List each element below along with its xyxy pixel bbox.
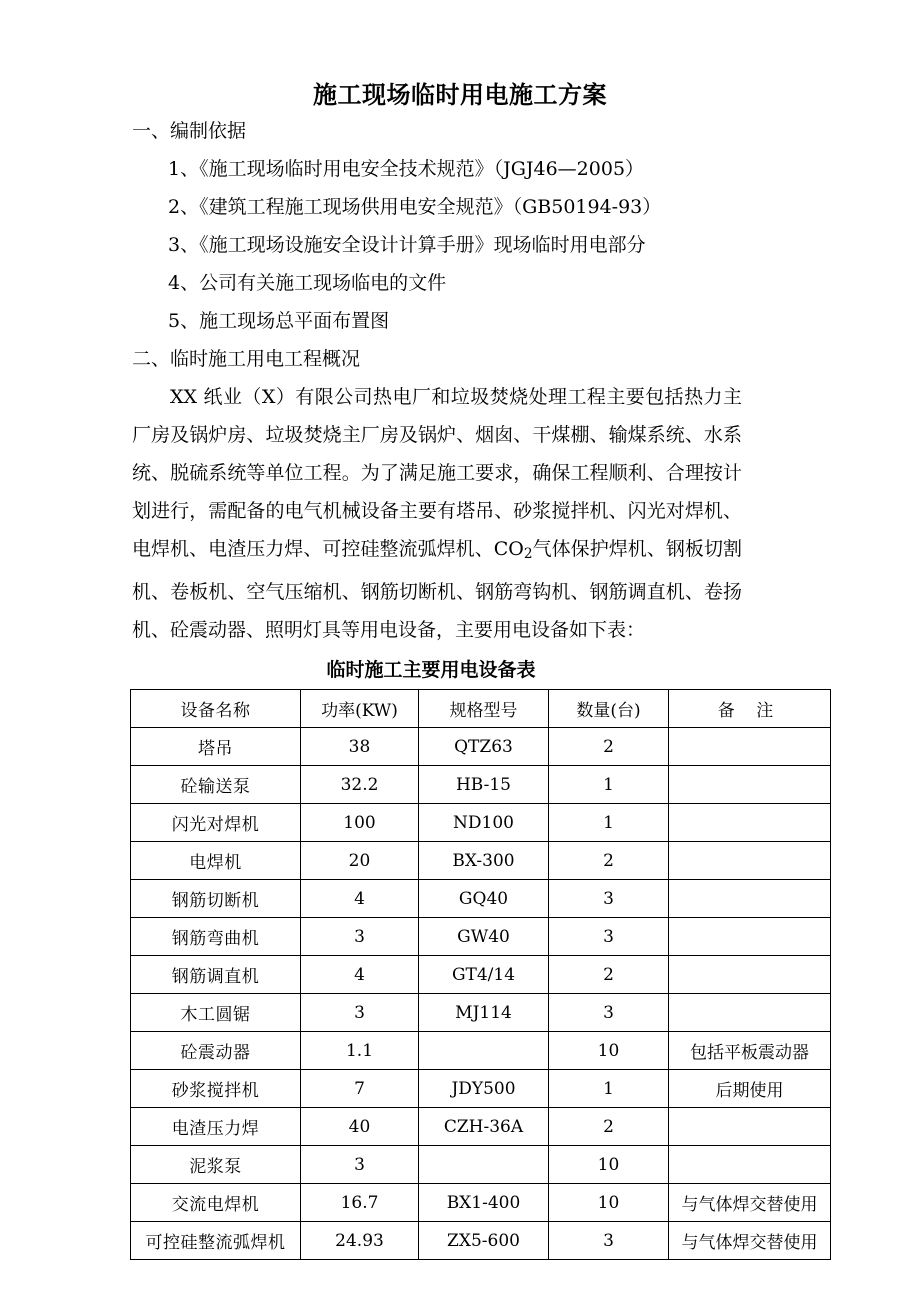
cell-power: 20 [301, 842, 419, 880]
cell-quantity: 3 [549, 1222, 669, 1260]
table-row [131, 880, 831, 918]
table-row [131, 842, 831, 880]
basis-item-2: 2、《建筑工程施工现场供用电安全规范》（GB50194-93） [168, 196, 662, 218]
table-row [131, 956, 831, 994]
cell-power: 3 [301, 1146, 419, 1184]
equipment-table [130, 689, 831, 1260]
cell-equipment-name: 泥浆泵 [131, 1146, 301, 1184]
cell-power: 16.7 [301, 1184, 419, 1222]
cell-remark [669, 766, 831, 804]
basis-item-4: 4、公司有关施工现场临电的文件 [168, 272, 447, 294]
cell-power: 38 [301, 728, 419, 766]
column-header-model: 规格型号 [419, 690, 549, 728]
cell-quantity: 2 [549, 728, 669, 766]
cell-quantity: 1 [549, 804, 669, 842]
cell-power: 32.2 [301, 766, 419, 804]
cell-power: 3 [301, 994, 419, 1032]
cell-remark [669, 1108, 831, 1146]
cell-remark: 后期使用 [669, 1070, 831, 1108]
cell-model: ZX5-600 [419, 1222, 549, 1260]
cell-model: CZH-36A [419, 1108, 549, 1146]
cell-equipment-name: 砼输送泵 [131, 766, 301, 804]
overview-text-part-1: XX 纸业（X）有限公司热电厂和垃圾焚烧处理工程主要包括热力主厂房及锅炉房、垃圾焚烧主厂房及锅炉、烟囱、干煤棚、输煤系统、水系统、脱硫系统等单位工程。为了满足施工要求，确保工程顺利、合理按计划进行，需配备的电气机械设备主要有塔吊、砂浆搅拌机、闪光对焊机、电焊机、电渣压力焊、可控硅整流弧焊机、CO [132, 386, 742, 560]
cell-equipment-name: 钢筋弯曲机 [131, 918, 301, 956]
cell-equipment-name: 砼震动器 [131, 1032, 301, 1070]
column-header-remark: 备 注 [669, 690, 831, 728]
cell-remark [669, 994, 831, 1032]
cell-equipment-name: 可控硅整流弧焊机 [131, 1222, 301, 1260]
cell-equipment-name: 交流电焊机 [131, 1184, 301, 1222]
cell-quantity: 10 [549, 1184, 669, 1222]
column-header-name: 设备名称 [131, 690, 301, 728]
cell-model: ND100 [419, 804, 549, 842]
cell-remark [669, 842, 831, 880]
cell-remark [669, 804, 831, 842]
cell-model: MJ114 [419, 994, 549, 1032]
cell-remark: 与气体焊交替使用 [669, 1222, 831, 1260]
equipment-table-body [131, 728, 831, 1260]
cell-model [419, 1146, 549, 1184]
cell-remark [669, 880, 831, 918]
cell-power: 7 [301, 1070, 419, 1108]
cell-remark [669, 918, 831, 956]
table-caption: 临时施工主要用电设备表 [326, 659, 536, 681]
cell-quantity: 2 [549, 1108, 669, 1146]
equipment-table-wrap [0, 689, 920, 1260]
project-overview-paragraph [132, 378, 830, 649]
basis-item-3: 3、《施工现场设施安全设计计算手册》现场临时用电部分 [168, 234, 646, 256]
cell-equipment-name: 电焊机 [131, 842, 301, 880]
cell-power: 1.1 [301, 1032, 419, 1070]
table-row [131, 766, 831, 804]
cell-power: 40 [301, 1108, 419, 1146]
cell-quantity: 3 [549, 994, 669, 1032]
cell-power: 24.93 [301, 1222, 419, 1260]
co2-subscript: 2 [523, 546, 533, 562]
cell-model: BX1-400 [419, 1184, 549, 1222]
cell-quantity: 1 [549, 1070, 669, 1108]
column-header-qty: 数量(台) [549, 690, 669, 728]
table-row [131, 728, 831, 766]
cell-quantity: 2 [549, 842, 669, 880]
cell-remark [669, 728, 831, 766]
cell-model [419, 1032, 549, 1070]
cell-equipment-name: 木工圆锯 [131, 994, 301, 1032]
column-header-power: 功率(KW) [301, 690, 419, 728]
basis-item-1: 1、《施工现场临时用电安全技术规范》（JGJ46—2005） [168, 158, 645, 180]
basis-item-5: 5、施工现场总平面布置图 [168, 310, 390, 332]
table-row [131, 1146, 831, 1184]
table-row [131, 1032, 831, 1070]
table-row [131, 1108, 831, 1146]
cell-quantity: 2 [549, 956, 669, 994]
table-row [131, 1222, 831, 1260]
cell-power: 100 [301, 804, 419, 842]
table-row [131, 918, 831, 956]
table-row [131, 1070, 831, 1108]
cell-quantity: 3 [549, 918, 669, 956]
cell-power: 3 [301, 918, 419, 956]
cell-equipment-name: 钢筋切断机 [131, 880, 301, 918]
cell-power: 4 [301, 956, 419, 994]
cell-equipment-name: 闪光对焊机 [131, 804, 301, 842]
table-row [131, 804, 831, 842]
cell-model: GW40 [419, 918, 549, 956]
table-row [131, 1184, 831, 1222]
cell-remark [669, 1146, 831, 1184]
cell-model: JDY500 [419, 1070, 549, 1108]
cell-equipment-name: 钢筋调直机 [131, 956, 301, 994]
cell-equipment-name: 塔吊 [131, 728, 301, 766]
overview-text-part-2: 气体保护焊机、钢板切割机、卷板机、空气压缩机、钢筋切断机、钢筋弯钩机、钢筋调直机、卷扬机、砼震动器、照明灯具等用电设备，主要用电设备如下表： [132, 538, 742, 641]
section-heading-one: 一、编制依据 [132, 120, 247, 142]
cell-remark [669, 956, 831, 994]
cell-quantity: 10 [549, 1032, 669, 1070]
section-heading-two: 二、临时施工用电工程概况 [132, 348, 361, 370]
cell-remark: 包括平板震动器 [669, 1032, 831, 1070]
document-body [0, 112, 920, 649]
cell-equipment-name: 砂浆搅拌机 [131, 1070, 301, 1108]
cell-remark: 与气体焊交替使用 [669, 1184, 831, 1222]
cell-quantity: 1 [549, 766, 669, 804]
cell-model: QTZ63 [419, 728, 549, 766]
table-row [131, 994, 831, 1032]
cell-model: GT4/14 [419, 956, 549, 994]
cell-model: GQ40 [419, 880, 549, 918]
cell-equipment-name: 电渣压力焊 [131, 1108, 301, 1146]
cell-quantity: 3 [549, 880, 669, 918]
table-header-row [131, 690, 831, 728]
cell-model: HB-15 [419, 766, 549, 804]
cell-model: BX-300 [419, 842, 549, 880]
page-title: 施工现场临时用电施工方案 [313, 80, 607, 109]
cell-power: 4 [301, 880, 419, 918]
cell-quantity: 10 [549, 1146, 669, 1184]
